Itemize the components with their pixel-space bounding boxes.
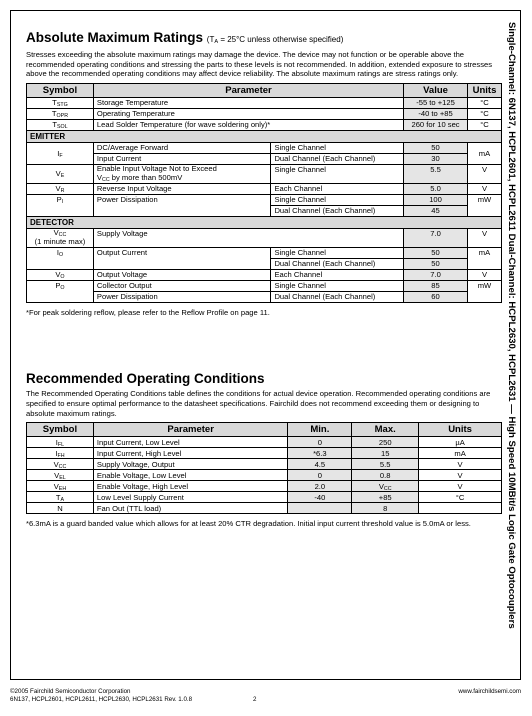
unit-cell: V bbox=[419, 481, 502, 492]
symbol-cell: $V_{CC}$ (1 minute max) bbox=[27, 228, 94, 247]
unit-cell: V bbox=[467, 228, 501, 247]
condition-cell: Dual Channel (Each Channel) bbox=[271, 153, 404, 164]
table-row bbox=[27, 142, 502, 153]
rec-footnote: *6.3mA is a guard banded value which allows for at least 20% CTR degradation. Initial input current threshold value is 5.0mA or less. bbox=[26, 519, 471, 529]
param-cell: Reverse Input Voltage bbox=[93, 183, 271, 194]
table-row bbox=[27, 280, 502, 291]
header-symbol: Symbol bbox=[27, 423, 94, 437]
sidebar-text: Single-Channel: 6N137, HCPL2601, HCPL2611 Dual-Channel: HCPL2630, HCPL2631 — High Speed 10MBit/s Logic Gate Optocouplers bbox=[506, 22, 517, 629]
abs-max-table bbox=[26, 83, 502, 303]
value-cell: 5.5 bbox=[404, 164, 468, 183]
condition-cell: Each Channel bbox=[271, 183, 404, 194]
param-cell: Enable Voltage, Low Level bbox=[93, 470, 288, 481]
abs-description: Stresses exceeding the absolute maximum ratings may damage the device. The device may not function or be operable above the recommended operating conditions and stressing the parts to these levels is not recommended. In addition, extended exposure to stresses above the recommended operating conditions may affect device reliability. The absolute maximum ratings are stress ratings only. bbox=[26, 50, 493, 79]
max-cell: $V_{CC}$ bbox=[352, 481, 419, 492]
max-cell: 250 bbox=[352, 437, 419, 448]
unit-cell: V bbox=[467, 183, 501, 194]
param-cell: Output Voltage bbox=[93, 269, 271, 280]
table-row bbox=[27, 108, 502, 119]
table-row bbox=[27, 470, 502, 481]
param-cell: Output Current bbox=[93, 247, 271, 269]
unit-cell: V bbox=[467, 269, 501, 280]
unit-cell: °C bbox=[419, 492, 502, 503]
header-units: Units bbox=[467, 83, 501, 97]
min-cell: 4.5 bbox=[288, 459, 352, 470]
param-cell: Collector Output bbox=[93, 280, 271, 291]
param-cell: Low Level Supply Current bbox=[93, 492, 288, 503]
condition-cell: Single Channel bbox=[271, 194, 404, 205]
symbol-cell: $T_{STG}$ bbox=[27, 97, 94, 108]
content bbox=[26, 30, 502, 529]
rec-description: The Recommended Operating Conditions table defines the conditions for actual device operation. Recommended operating conditions are specified to ensure optimal performance to the datasheet specifications. Fairchild does not recommend exceeding them or designing to absolute maximum ratings. bbox=[26, 389, 491, 418]
symbol-cell: $V_E$ bbox=[27, 164, 94, 183]
min-cell bbox=[288, 503, 352, 514]
param-cell: Fan Out (TTL load) bbox=[93, 503, 288, 514]
unit-cell: µA bbox=[419, 437, 502, 448]
param-cell: Storage Temperature bbox=[93, 97, 403, 108]
unit-cell: mA bbox=[419, 448, 502, 459]
table-row bbox=[27, 97, 502, 108]
param-cell: Lead Solder Temperature (for wave soldering only)* bbox=[93, 119, 403, 130]
table-row bbox=[27, 119, 502, 130]
footer-left bbox=[10, 688, 192, 703]
value-cell: 85 bbox=[404, 280, 468, 291]
header-value: Value bbox=[404, 83, 468, 97]
symbol-cell: $V_O$ bbox=[27, 269, 94, 280]
symbol-cell: $P_O$ bbox=[27, 280, 94, 302]
max-cell: 15 bbox=[352, 448, 419, 459]
sidebar-title bbox=[504, 22, 518, 672]
header-max: Max. bbox=[352, 423, 419, 437]
value-cell: 7.0 bbox=[404, 269, 468, 280]
param-cell: Enable Voltage, High Level bbox=[93, 481, 288, 492]
value-cell: 7.0 bbox=[404, 228, 468, 247]
unit-cell: V bbox=[467, 164, 501, 183]
footer-page-number: 2 bbox=[253, 696, 257, 703]
param-cell: DC/Average Forward bbox=[93, 142, 271, 153]
abs-condition: ($T_A = 25^\circ C$ unless otherwise specified) bbox=[206, 35, 344, 45]
table-row bbox=[27, 269, 502, 280]
header-min: Min. bbox=[288, 423, 352, 437]
max-cell: 0.8 bbox=[352, 470, 419, 481]
condition-cell: Single Channel bbox=[271, 142, 404, 153]
unit-cell: °C bbox=[467, 97, 501, 108]
value-cell: 30 bbox=[404, 153, 468, 164]
symbol-cell: $V_{CC}$ bbox=[27, 459, 94, 470]
symbol-cell: $V_{EH}$ bbox=[27, 481, 94, 492]
param-cell: Supply Voltage, Output bbox=[93, 459, 288, 470]
table-row bbox=[27, 492, 502, 503]
table-row bbox=[27, 194, 502, 205]
condition-cell: Single Channel bbox=[271, 280, 404, 291]
unit-cell: mW bbox=[467, 194, 501, 216]
min-cell: 0 bbox=[288, 470, 352, 481]
condition-cell: Single Channel bbox=[271, 164, 404, 183]
header-parameter: Parameter bbox=[93, 83, 403, 97]
symbol-cell: $I_{FL}$ bbox=[27, 437, 94, 448]
value-cell: 100 bbox=[404, 194, 468, 205]
condition-cell: Dual Channel (Each Channel) bbox=[271, 205, 404, 216]
condition-cell: Dual Channel (Each Channel) bbox=[271, 291, 404, 302]
table-row bbox=[27, 247, 502, 258]
table-row bbox=[27, 437, 502, 448]
value-cell: -55 to +125 bbox=[404, 97, 468, 108]
max-cell: +85 bbox=[352, 492, 419, 503]
param-cell: Power Dissipation bbox=[93, 194, 271, 216]
unit-cell: V bbox=[419, 459, 502, 470]
symbol-cell: $V_R$ bbox=[27, 183, 94, 194]
footer-url[interactable]: www.fairchildsemi.com bbox=[458, 688, 521, 695]
param-cell: Enable Input Voltage Not to Exceed $V_{CC}$ by more than 500mV bbox=[93, 164, 271, 183]
param-cell: Input Current, High Level bbox=[93, 448, 288, 459]
section-label: EMITTER bbox=[27, 130, 502, 142]
min-cell: *6.3 bbox=[288, 448, 352, 459]
min-cell: 2.0 bbox=[288, 481, 352, 492]
symbol-cell: $T_{OPR}$ bbox=[27, 108, 94, 119]
min-cell: 0 bbox=[288, 437, 352, 448]
abs-title-text: Absolute Maximum Ratings bbox=[26, 30, 204, 45]
symbol-cell: $I_O$ bbox=[27, 247, 94, 269]
table-row bbox=[27, 481, 502, 492]
unit-cell: °C bbox=[467, 108, 501, 119]
abs-footnote: *For peak soldering reflow, please refer to the Reflow Profile on page 11. bbox=[26, 307, 270, 317]
header-units: Units bbox=[419, 423, 502, 437]
value-cell: 45 bbox=[404, 205, 468, 216]
unit-cell: mW bbox=[467, 280, 501, 302]
symbol-cell: $P_I$ bbox=[27, 194, 94, 216]
table-row bbox=[27, 291, 502, 302]
table-row bbox=[27, 228, 502, 247]
min-cell: -40 bbox=[288, 492, 352, 503]
header-symbol: Symbol bbox=[27, 83, 94, 97]
abs-header-row bbox=[27, 83, 502, 97]
table-row bbox=[27, 459, 502, 470]
value-cell: -40 to +85 bbox=[404, 108, 468, 119]
value-cell: 50 bbox=[404, 142, 468, 153]
symbol-cell: $T_A$ bbox=[27, 492, 94, 503]
symbol-cell: $I_F$ bbox=[27, 142, 94, 164]
condition-cell: Dual Channel (Each Channel) bbox=[271, 258, 404, 269]
table-row bbox=[27, 183, 502, 194]
table-row bbox=[27, 448, 502, 459]
table-row bbox=[27, 164, 502, 183]
footer-copyright: ©2005 Fairchild Semiconductor Corporation bbox=[10, 688, 131, 695]
value-cell: 50 bbox=[404, 247, 468, 258]
param-cell: Input Current, Low Level bbox=[93, 437, 288, 448]
value-cell: 260 for 10 sec bbox=[404, 119, 468, 130]
param-cell: Supply Voltage bbox=[93, 228, 403, 247]
value-cell: 50 bbox=[404, 258, 468, 269]
unit-cell: V bbox=[419, 470, 502, 481]
symbol-cell: $V_{EL}$ bbox=[27, 470, 94, 481]
unit-cell: mA bbox=[467, 142, 501, 164]
max-cell: 5.5 bbox=[352, 459, 419, 470]
footer-parts: 6N137, HCPL2601, HCPL2611, HCPL2630, HCPL2631 Rev. 1.0.8 bbox=[10, 695, 193, 703]
param-cell: Input Current bbox=[93, 153, 271, 164]
param-cell: Operating Temperature bbox=[93, 108, 403, 119]
table-row bbox=[27, 153, 502, 164]
section-label: DETECTOR bbox=[27, 216, 502, 228]
value-cell: 5.0 bbox=[404, 183, 468, 194]
symbol-cell: $I_{FH}$ bbox=[27, 448, 94, 459]
abs-max-title bbox=[26, 30, 502, 48]
rec-op-table bbox=[26, 422, 502, 514]
symbol-cell: N bbox=[27, 503, 94, 514]
value-cell: 60 bbox=[404, 291, 468, 302]
rec-header-row bbox=[27, 423, 502, 437]
condition-cell: Single Channel bbox=[271, 247, 404, 258]
condition-cell: Each Channel bbox=[271, 269, 404, 280]
unit-cell bbox=[419, 503, 502, 514]
rec-title: Recommended Operating Conditions bbox=[26, 371, 265, 387]
emitter-section-row bbox=[27, 130, 502, 142]
symbol-cell: $T_{SOL}$ bbox=[27, 119, 94, 130]
table-row bbox=[27, 503, 502, 514]
unit-cell: °C bbox=[467, 119, 501, 130]
detector-section-row bbox=[27, 216, 502, 228]
unit-cell: mA bbox=[467, 247, 501, 269]
header-parameter: Parameter bbox=[93, 423, 288, 437]
max-cell: 8 bbox=[352, 503, 419, 514]
param-cell: Power Dissipation bbox=[93, 291, 271, 302]
